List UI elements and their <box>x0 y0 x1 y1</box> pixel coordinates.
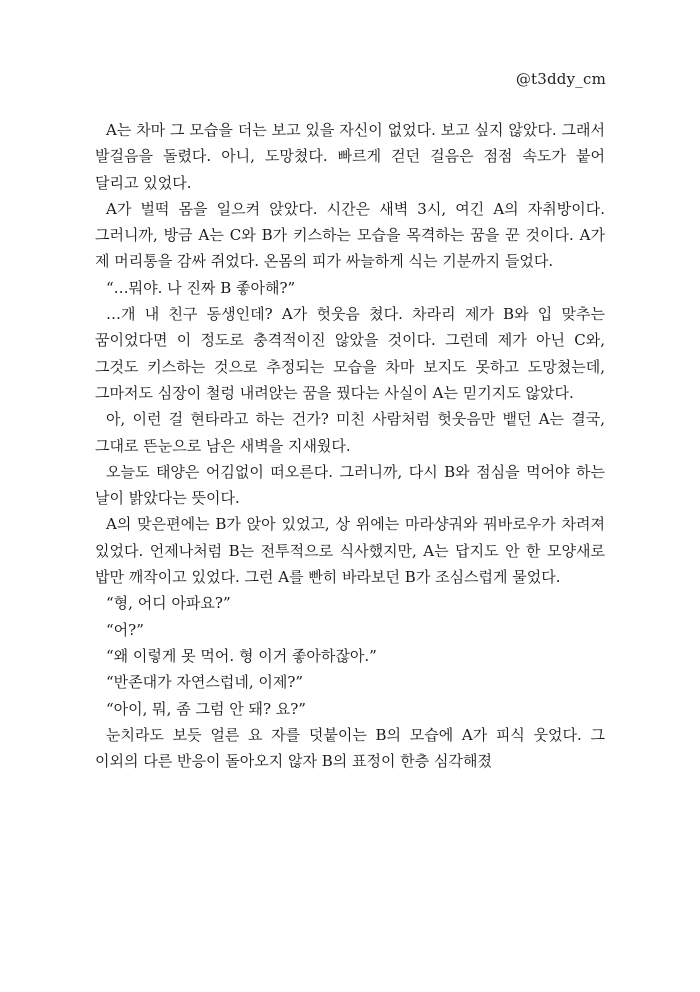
dialogue-6: “아이, 뭐, 좀 그럼 안 돼? 요?” <box>106 699 306 718</box>
story-text <box>95 117 605 774</box>
paragraph-2: A가 벌떡 몸을 일으켜 앉았다. 시간은 새벽 3시, 여긴 A의 자취방이다. 그러니까, 방금 A는 C와 B가 키스하는 모습을 목격하는 꿈을 꾼 것이다. A가 제 머리통을 감싸 쥐었다. 온몸의 피가 싸늘하게 식는 기분까지 들었다. <box>95 199 605 271</box>
dialogue-1: “…뭐야. 나 진짜 B 좋아해?” <box>106 278 296 297</box>
paragraph-3: …개 내 친구 동생인데? A가 헛웃음 쳤다. 차라리 제가 B와 입 맞추는 꿈이었다면 이 정도로 충격적이진 않았을 것이다. 그런데 제가 아닌 C와, 그것도 키스하는 것으로 추정되는 모습을 차마 보지도 못하고 도망쳤는데, 그마저도 심장이 철렁 내려앉는 꿈을 꿨다는 사실이 A는 믿기지도 않았다. <box>95 305 605 402</box>
paragraph-1: A는 차마 그 모습을 더는 보고 있을 자신이 없었다. 보고 싶지 않았다. 그래서 발걸음을 돌렸다. 아니, 도망쳤다. 빠르게 걷던 걸음은 점점 속도가 붙어 달리고 있었다. <box>95 121 605 192</box>
dialogue-3: “어?” <box>106 620 144 639</box>
dialogue-5: “반존대가 자연스럽네, 이제?” <box>106 673 304 692</box>
dialogue-2: “형, 어디 아파요?” <box>106 594 231 613</box>
paragraph-5: 오늘도 태양은 어김없이 떠오른다. 그러니까, 다시 B와 점심을 먹어야 하는 날이 밝았다는 뜻이다. <box>95 462 605 508</box>
dialogue-4: “왜 이렇게 못 먹어. 형 이거 좋아하잖아.” <box>106 646 377 665</box>
author-watermark: @t3ddy_cm <box>515 70 606 88</box>
paragraph-4: 아, 이런 걸 현타라고 하는 건가? 미친 사람처럼 헛웃음만 뱉던 A는 결국, 그대로 뜬눈으로 남은 새벽을 지새웠다. <box>95 410 605 455</box>
paragraph-6: A의 맞은편에는 B가 앉아 있었고, 상 위에는 마라샹궈와 꿔바로우가 차려져 있었다. 언제나처럼 B는 전투적으로 식사했지만, A는 답지도 안 한 모양새로 밥만 깨작이고 있었다. 그런 A를 빤히 바라보던 B가 조심스럽게 물었다. <box>95 515 605 587</box>
paragraph-7: 눈치라도 보듯 얼른 요 자를 덧붙이는 B의 모습에 A가 피식 웃었다. 그 이외의 다른 반응이 돌아오지 않자 B의 표정이 한층 심각해졌 <box>95 725 605 771</box>
